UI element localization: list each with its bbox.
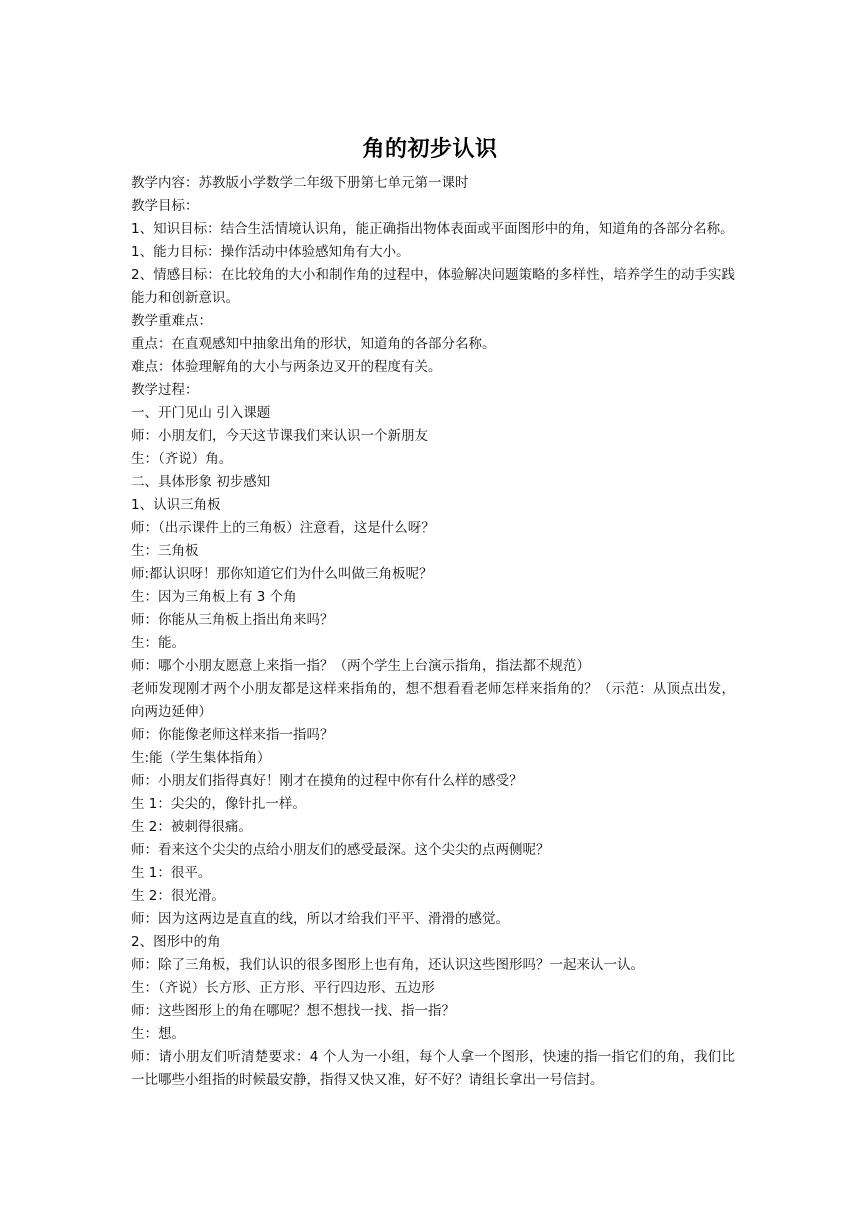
paragraph-line: 师：除了三角板，我们认识的很多图形上也有角，还认识这些图形吗？一起来认一认。 xyxy=(131,957,644,973)
paragraph-line: 二、具体形象 初步感知 xyxy=(131,474,271,490)
paragraph-line: 生：三角板 xyxy=(131,543,199,559)
paragraph-line: 重点：在直观感知中抽象出角的形状，知道角的各部分名称。 xyxy=(131,336,496,352)
paragraph-line: 生：因为三角板上有 3 个角 xyxy=(131,589,297,605)
paragraph-line: 生 2：被刺得很痛。 xyxy=(131,819,252,835)
paragraph-line: 2、图形中的角 xyxy=(131,934,221,950)
paragraph-line: 师：你能像老师这样来指一指吗？ xyxy=(131,727,334,743)
document-body xyxy=(131,172,735,1092)
paragraph-line: 生:能（学生集体指角） xyxy=(131,750,271,766)
paragraph-line: 教学内容：苏教版小学数学二年级下册第七单元第一课时 xyxy=(131,175,469,191)
paragraph-line: 教学重难点： xyxy=(131,313,212,329)
document-title: 角的初步认识 xyxy=(362,137,498,162)
paragraph-line: 生 1：很平。 xyxy=(131,865,212,881)
paragraph-line: 生：想。 xyxy=(131,1026,185,1042)
paragraph-line: 生：能。 xyxy=(131,635,185,651)
paragraph-line: 难点：体验理解角的大小与两条边叉开的程度有关。 xyxy=(131,359,442,375)
paragraph-line: 师：小朋友们指得真好！刚才在摸角的过程中你有什么样的感受？ xyxy=(131,773,523,789)
paragraph-line: 师：哪个小朋友愿意上来指一指？（两个学生上台演示指角，指法都不规范） xyxy=(131,658,590,674)
paragraph-line: 老师发现刚才两个小朋友都是这样来指角的，想不想看看老师怎样来指角的？（示范：从顶点出发，向两边延伸） xyxy=(131,681,735,720)
paragraph-line: 教学过程： xyxy=(131,382,199,398)
paragraph-line: 一、开门见山 引入课题 xyxy=(131,405,271,421)
paragraph-line: 2、情感目标：在比较角的大小和制作角的过程中，体验解决问题策略的多样性，培养学生的动手实践能力和创新意识。 xyxy=(131,267,735,306)
paragraph-line: 师:都认识呀！那你知道它们为什么叫做三角板呢？ xyxy=(131,566,433,582)
paragraph-line: 生：（齐说）角。 xyxy=(131,451,233,467)
paragraph-line: 师：小朋友们，今天这节课我们来认识一个新朋友 xyxy=(131,428,428,444)
paragraph-line: 师：这些图形上的角在哪呢？想不想找一找、指一指？ xyxy=(131,1003,455,1019)
paragraph-line: 1、能力目标：操作活动中体验感知角有大小。 xyxy=(131,244,410,260)
paragraph-line: 教学目标： xyxy=(131,198,199,214)
paragraph-line: 生 1：尖尖的，像针扎一样。 xyxy=(131,796,306,812)
paragraph-line: 生：（齐说）长方形、正方形、平行四边形、五边形 xyxy=(131,980,435,996)
paragraph-line: 师：请小朋友们听清楚要求：4 个人为一小组，每个人拿一个图形，快速的指一指它们的角，我们比一比哪些小组指的时候最安静，指得又快又准，好不好？请组长拿出一号信封。 xyxy=(131,1049,735,1088)
paragraph-line: 师：（出示课件上的三角板）注意看，这是什么呀？ xyxy=(131,520,435,536)
paragraph-line: 师：你能从三角板上指出角来吗？ xyxy=(131,612,334,628)
paragraph-line: 师：因为这两边是直直的线，所以才给我们平平、滑滑的感觉。 xyxy=(131,911,509,927)
paragraph-line: 师：看来这个尖尖的点给小朋友们的感受最深。这个尖尖的点两侧呢？ xyxy=(131,842,550,858)
paragraph-line: 生 2：很光滑。 xyxy=(131,888,225,904)
paragraph-line: 1、认识三角板 xyxy=(131,497,221,513)
paragraph-line: 1、知识目标：结合生活情境认识角，能正确指出物体表面或平面图形中的角，知道角的各部分名称。 xyxy=(131,221,734,237)
